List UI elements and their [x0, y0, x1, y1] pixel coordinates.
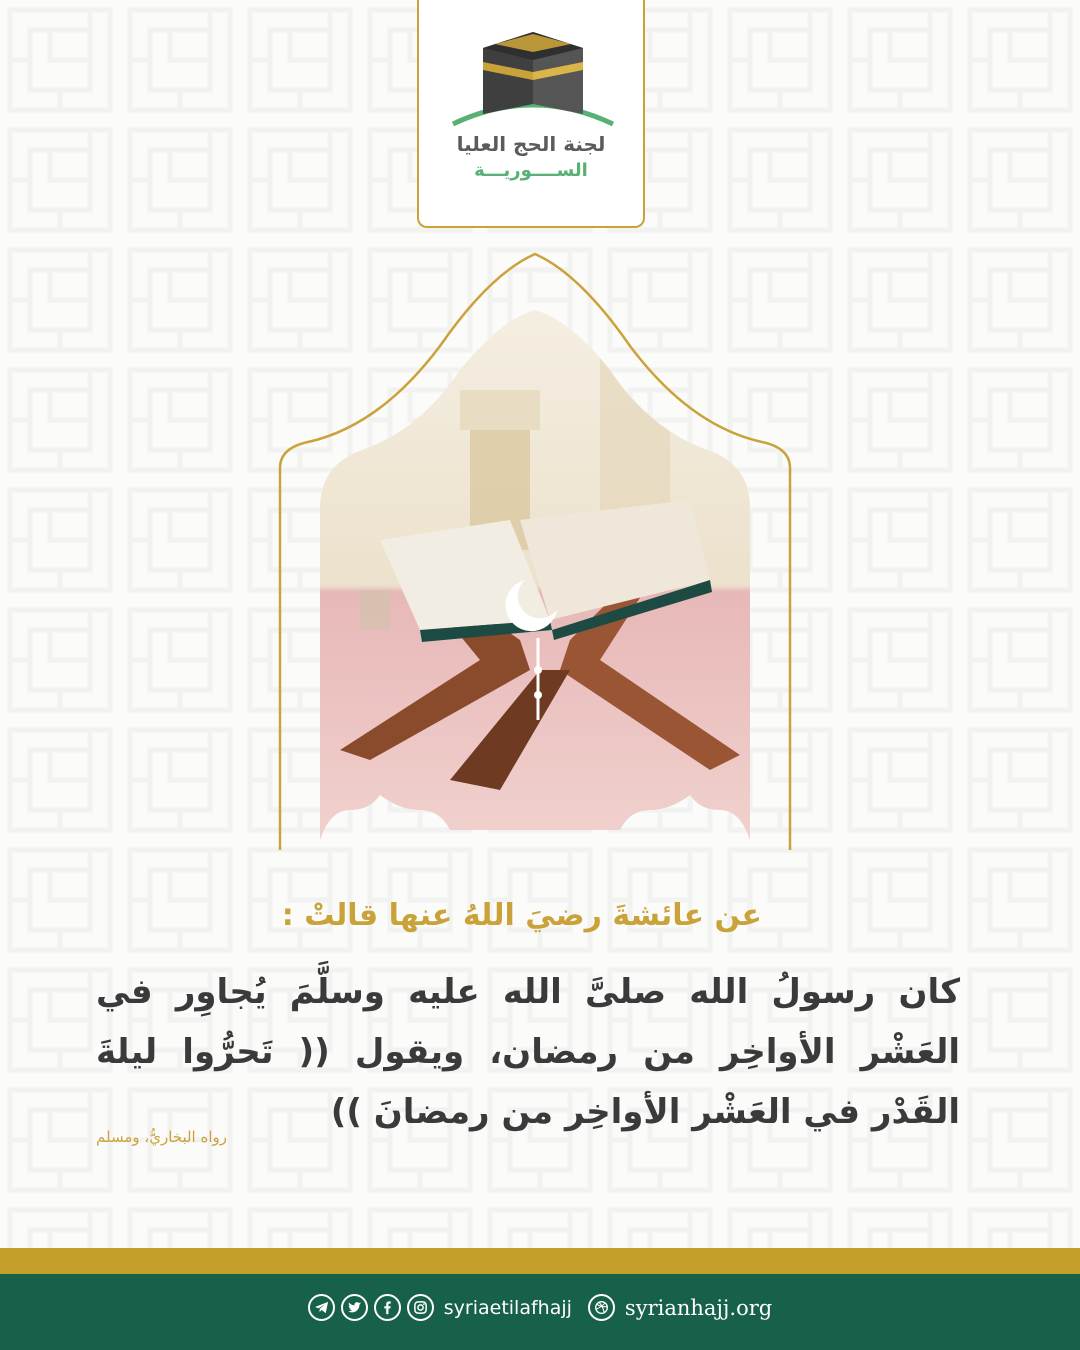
social-handle[interactable]: syriaetilafhajj [443, 1296, 572, 1319]
footer-gold-band [0, 1248, 1080, 1274]
facebook-icon[interactable] [374, 1294, 401, 1321]
instagram-icon[interactable] [407, 1294, 434, 1321]
hadith-narrator: عن عائشةَ رضيَ اللهُ عنها قالتْ : [281, 898, 762, 933]
twitter-icon[interactable] [341, 1294, 368, 1321]
logo-title: لجنة الحج العليا [456, 132, 606, 156]
kaaba-logo-icon [443, 26, 623, 136]
website-link[interactable]: syrianhajj.org [624, 1295, 773, 1320]
dribbble-globe-icon [588, 1294, 615, 1321]
telegram-icon[interactable] [308, 1294, 335, 1321]
arch-quran-image [270, 250, 800, 860]
logo-subtitle: الســــوريـــة [474, 160, 588, 181]
footer-contacts [0, 1294, 1080, 1321]
hadith-text: كان رسولُ الله صلىَّ الله عليه وسلَّمَ يُجاوِر في العَشْر الأواخِر من رمضان، ويقول (( تَحرُّوا ليلةَ القَدْر في العَشْر الأواخِر من رمضانَ )) [96, 972, 960, 1132]
hadith-source: رواه البخاريُّ، ومسلم [96, 1128, 228, 1146]
logo-card [417, 0, 645, 228]
